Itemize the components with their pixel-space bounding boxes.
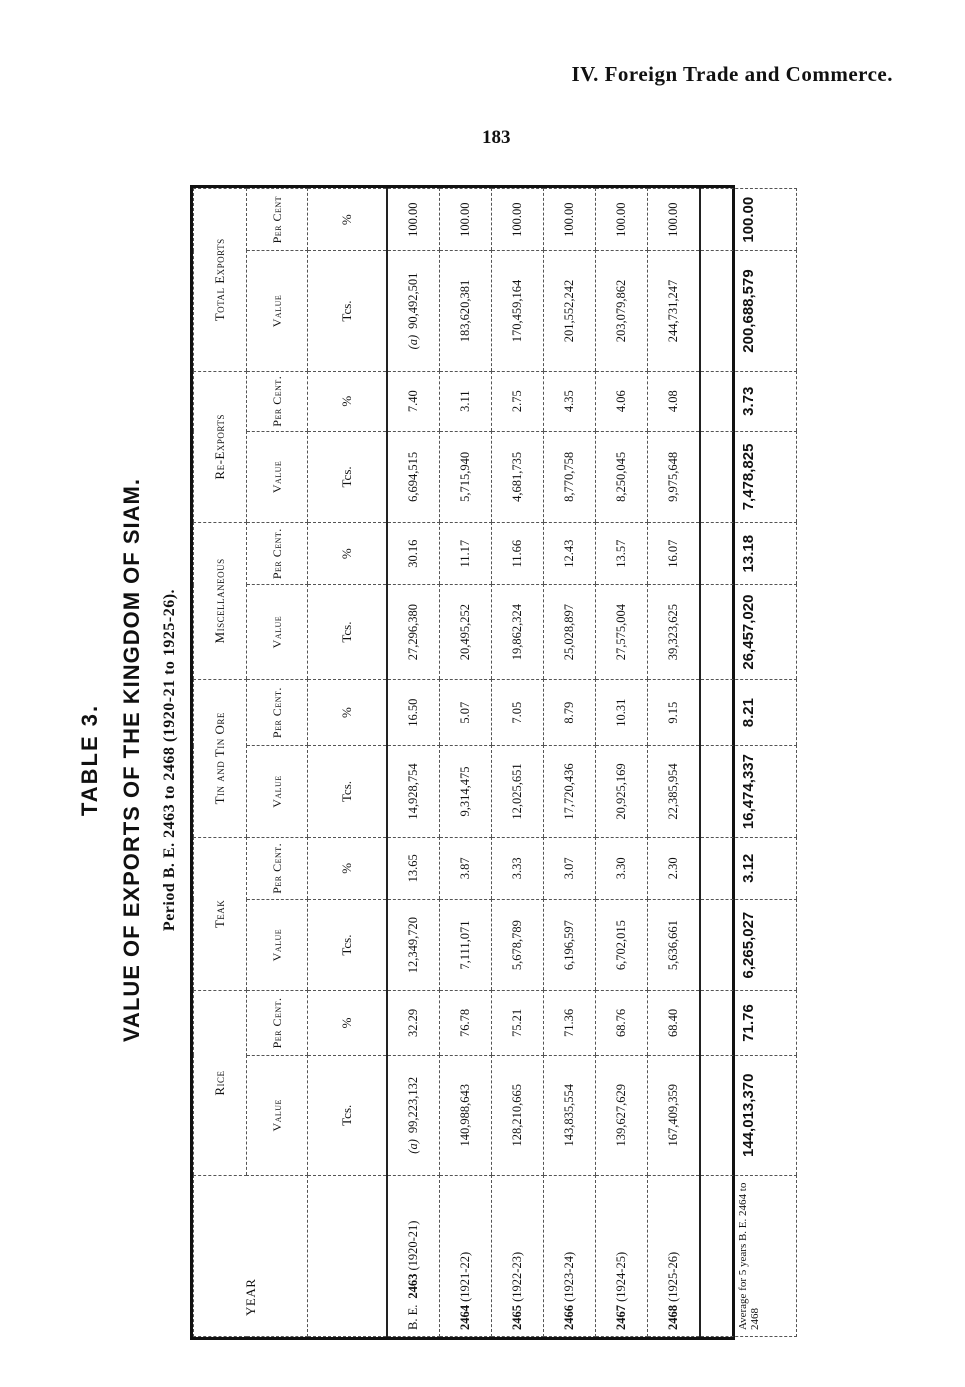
teak-value-text: 5,636,661 <box>666 920 680 971</box>
reexports-value-text: 5,715,940 <box>458 451 472 502</box>
total-pct-text: 100.00 <box>666 202 680 237</box>
misc-value-text: 19,862,324 <box>510 603 524 661</box>
table-row <box>387 189 440 1337</box>
buddhist-era-year: 2468 <box>666 1305 680 1330</box>
avg-misc-pct: 13.18 <box>700 523 797 585</box>
year-header: YEAR <box>194 1175 308 1336</box>
year-cell <box>544 1175 596 1336</box>
teak-value-text: 6,196,597 <box>562 920 576 971</box>
tin-value-text: 22,385,954 <box>666 763 680 820</box>
misc-value-text: 39,323,625 <box>666 603 680 661</box>
tin-value <box>492 746 544 837</box>
misc-value <box>648 585 701 680</box>
teak-pct-text: 13.65 <box>406 854 420 883</box>
reexports-value <box>387 431 440 522</box>
unit-value: Tcs. <box>308 251 388 371</box>
tin-pct-text: 16.50 <box>406 698 420 727</box>
unit-value: Tcs. <box>308 1055 388 1175</box>
teak-pct-text: 3.07 <box>562 857 576 880</box>
misc-value-text: 27,575,004 <box>614 603 628 661</box>
gregorian-year: (1921-22) <box>458 1251 472 1302</box>
total-value-text: 244,731,247 <box>666 279 680 343</box>
tin-value <box>544 746 596 837</box>
buddhist-era-year: 2467 <box>614 1305 628 1330</box>
misc-value-text: 25,028,897 <box>562 603 576 661</box>
rice-value <box>596 1055 648 1175</box>
unit-pct: % <box>308 523 388 585</box>
misc-pct <box>596 523 648 585</box>
value-header: Value <box>247 1055 308 1175</box>
rice-value-text: 128,210,665 <box>510 1084 524 1147</box>
misc-value <box>387 585 440 680</box>
unit-pct: % <box>308 679 388 746</box>
rice-pct <box>387 991 440 1055</box>
tin-value-text: 12,025,651 <box>510 763 524 820</box>
table-label: TABLE 3. <box>77 703 102 817</box>
gregorian-year: (1925-26) <box>666 1251 680 1302</box>
tin-pct-text: 7.05 <box>510 701 524 724</box>
misc-pct <box>492 523 544 585</box>
table-row <box>648 189 701 1337</box>
sub-header-row <box>247 189 308 1337</box>
teak-value-text: 6,702,015 <box>614 920 628 971</box>
unit-value: Tcs. <box>308 585 388 680</box>
per-cent-header: Per Cent. <box>247 523 308 585</box>
rice-pct <box>648 991 701 1055</box>
misc-pct-text: 30.16 <box>406 539 420 568</box>
tin-pct <box>440 679 492 746</box>
unit-value: Tcs. <box>308 431 388 522</box>
reexports-pct <box>544 371 596 431</box>
misc-pct-text: 12.43 <box>562 539 576 568</box>
gregorian-year: (1920-21) <box>406 1220 420 1271</box>
total-pct <box>596 189 648 251</box>
tin-pct <box>544 679 596 746</box>
table-titles <box>75 180 187 1340</box>
avg-reexports-value: 7,478,825 <box>700 431 797 522</box>
reexports-value-text: 8,250,045 <box>614 451 628 502</box>
total-value <box>492 251 544 371</box>
misc-header: Miscellaneous <box>194 523 247 680</box>
reexports-value <box>492 431 544 522</box>
rice-pct-text: 75.21 <box>510 1008 524 1037</box>
year-cell <box>492 1175 544 1336</box>
rice-pct-text: 71.36 <box>562 1008 576 1037</box>
rice-pct <box>492 991 544 1055</box>
teak-pct <box>387 837 440 899</box>
misc-value-text: 27,296,380 <box>406 603 420 661</box>
avg-teak-value: 6,265,027 <box>700 899 797 990</box>
rice-pct-text: 68.76 <box>614 1008 628 1037</box>
tin-value-text: 9,314,475 <box>458 766 472 817</box>
total-pct-text: 100.00 <box>614 202 628 237</box>
teak-value-text: 12,349,720 <box>406 916 420 974</box>
tin-value-text: 17,720,436 <box>562 763 576 820</box>
rice-value <box>492 1055 544 1175</box>
rice-value <box>648 1055 701 1175</box>
buddhist-era-year: 2466 <box>562 1305 576 1330</box>
tin-value <box>440 746 492 837</box>
reexports-pct-text: 4.06 <box>614 390 628 413</box>
total-exports-header: Total Exports <box>194 189 247 372</box>
unit-value: Tcs. <box>308 899 388 990</box>
total-pct <box>648 189 701 251</box>
rice-pct-text: 68.40 <box>666 1008 680 1037</box>
misc-value <box>544 585 596 680</box>
value-header: Value <box>247 899 308 990</box>
tin-value <box>387 746 440 837</box>
tin-pct <box>596 679 648 746</box>
reexports-value <box>596 431 648 522</box>
reexports-pct <box>648 371 701 431</box>
unit-pct: % <box>308 189 388 251</box>
rice-pct <box>440 991 492 1055</box>
gregorian-year: (1922-23) <box>510 1251 524 1302</box>
reexports-pct-text: 3.11 <box>458 390 472 412</box>
misc-value <box>596 585 648 680</box>
year-cell <box>648 1175 701 1336</box>
group-header-row <box>194 189 247 1337</box>
teak-value <box>440 899 492 990</box>
rotated-table-block <box>75 180 905 1340</box>
total-value <box>440 251 492 371</box>
tin-value-text: 20,925,169 <box>614 763 628 820</box>
teak-pct <box>492 837 544 899</box>
teak-header: Teak <box>194 837 247 991</box>
table-row <box>596 189 648 1337</box>
reexports-value <box>440 431 492 522</box>
avg-total-pct: 100.00 <box>700 189 797 251</box>
tin-pct <box>648 679 701 746</box>
total-value-text: 170,459,164 <box>510 279 524 343</box>
teak-value-text: 5,678,789 <box>510 920 524 971</box>
rice-value-text: 140,988,643 <box>458 1084 472 1147</box>
total-value-text: 90,492,501 <box>406 272 420 329</box>
misc-pct-text: 16.07 <box>666 539 680 568</box>
teak-value <box>648 899 701 990</box>
total-value <box>648 251 701 371</box>
value-header: Value <box>247 251 308 371</box>
teak-pct-text: 3.87 <box>458 857 472 880</box>
teak-value-text: 7,111,071 <box>458 920 472 970</box>
total-pct <box>387 189 440 251</box>
tin-pct-text: 9.15 <box>666 701 680 724</box>
table-row <box>440 189 492 1337</box>
misc-value <box>440 585 492 680</box>
rice-value-text: 139,627,629 <box>614 1084 628 1147</box>
table-title: VALUE OF EXPORTS OF THE KINGDOM OF SIAM. <box>119 478 144 1042</box>
teak-pct-text: 3.33 <box>510 857 524 880</box>
misc-pct-text: 13.57 <box>614 539 628 568</box>
misc-pct <box>440 523 492 585</box>
avg-tin-pct: 8.21 <box>700 679 797 746</box>
teak-pct-text: 2.30 <box>666 857 680 880</box>
buddhist-era-year: 2465 <box>510 1305 524 1330</box>
rice-pct-text: 32.29 <box>406 1008 420 1037</box>
total-pct-text: 100.00 <box>458 202 472 237</box>
reexports-value-text: 4,681,735 <box>510 451 524 502</box>
reexports-pct <box>596 371 648 431</box>
footnote-marker: (a) <box>406 334 420 350</box>
per-cent-header: Per Cent <box>247 189 308 251</box>
reexports-pct-text: 2.75 <box>510 390 524 413</box>
tin-value <box>648 746 701 837</box>
year-cell <box>440 1175 492 1336</box>
misc-pct <box>648 523 701 585</box>
total-value-text: 201,552,242 <box>562 279 576 343</box>
teak-value <box>596 899 648 990</box>
teak-pct <box>648 837 701 899</box>
tin-header: Tin and Tin Ore <box>194 679 247 837</box>
per-cent-header: Per Cent. <box>247 679 308 746</box>
avg-misc-value: 26,457,020 <box>700 585 797 680</box>
unit-row <box>308 189 388 1337</box>
unit-value: Tcs. <box>308 746 388 837</box>
unit-pct: % <box>308 837 388 899</box>
rice-value <box>544 1055 596 1175</box>
rice-pct-text: 76.78 <box>458 1008 472 1037</box>
table-period: Period B. E. 2463 to 2468 (1920-21 to 1925-26). <box>161 588 178 932</box>
value-header: Value <box>247 431 308 522</box>
table-row <box>492 189 544 1337</box>
total-pct-text: 100.00 <box>406 202 420 237</box>
per-cent-header: Per Cent. <box>247 837 308 899</box>
rice-value <box>440 1055 492 1175</box>
total-pct <box>492 189 544 251</box>
footnote-marker: (a) <box>406 1139 420 1154</box>
reexports-pct-text: 4.08 <box>666 390 680 413</box>
teak-pct <box>596 837 648 899</box>
page-number: 183 <box>482 127 511 148</box>
total-value <box>544 251 596 371</box>
gregorian-year: (1923-24) <box>562 1251 576 1302</box>
exports-table <box>193 188 797 1337</box>
tin-value-text: 14,928,754 <box>406 763 420 820</box>
rice-header: Rice <box>194 991 247 1176</box>
reexports-value <box>544 431 596 522</box>
average-row <box>700 189 797 1337</box>
buddhist-era-year: 2463 <box>406 1273 420 1299</box>
rice-value-text: 99,223,132 <box>406 1076 420 1134</box>
reexports-value-text: 9,975,648 <box>666 451 680 502</box>
avg-rice-value: 144,013,370 <box>700 1055 797 1175</box>
year-cell <box>387 1175 440 1336</box>
reexports-pct <box>387 371 440 431</box>
tin-pct-text: 10.31 <box>614 698 628 727</box>
teak-pct <box>544 837 596 899</box>
misc-pct <box>544 523 596 585</box>
unit-pct: % <box>308 371 388 431</box>
unit-year-cell <box>308 1175 388 1336</box>
teak-pct <box>440 837 492 899</box>
total-pct-text: 100.00 <box>562 202 576 237</box>
misc-value-text: 20,495,252 <box>458 603 472 661</box>
teak-value <box>387 899 440 990</box>
rice-value-text: 143,835,554 <box>562 1084 576 1147</box>
era-prefix: B. E. <box>406 1304 420 1330</box>
reexports-pct-text: 4.35 <box>562 390 576 413</box>
tin-pct <box>387 679 440 746</box>
reexports-value-text: 6,694,515 <box>406 451 420 502</box>
unit-pct: % <box>308 991 388 1055</box>
tin-pct-text: 8.79 <box>562 701 576 724</box>
total-pct <box>544 189 596 251</box>
reexports-value <box>648 431 701 522</box>
total-value <box>387 251 440 371</box>
gregorian-year: (1924-25) <box>614 1251 628 1302</box>
per-cent-header: Per Cent. <box>247 371 308 431</box>
reexports-pct <box>492 371 544 431</box>
exports-table-frame <box>190 185 761 1340</box>
value-header: Value <box>247 746 308 837</box>
tin-pct-text: 5.07 <box>458 701 472 724</box>
teak-pct-text: 3.30 <box>614 857 628 880</box>
reexports-pct-text: 7.40 <box>406 390 420 413</box>
year-cell <box>596 1175 648 1336</box>
running-head: IV. Foreign Trade and Commerce. <box>571 62 893 86</box>
reexports-header: Re-Exports <box>194 371 247 522</box>
rice-pct <box>596 991 648 1055</box>
buddhist-era-year: 2464 <box>458 1305 472 1330</box>
reexports-pct <box>440 371 492 431</box>
tin-value <box>596 746 648 837</box>
average-label: Average for 5 years B. E. 2464 to 2468 <box>700 1175 797 1336</box>
rice-value <box>387 1055 440 1175</box>
tin-pct <box>492 679 544 746</box>
avg-tin-value: 16,474,337 <box>700 746 797 837</box>
avg-total-value: 200,688,579 <box>700 251 797 371</box>
value-header: Value <box>247 585 308 680</box>
misc-pct <box>387 523 440 585</box>
misc-value <box>492 585 544 680</box>
teak-value <box>544 899 596 990</box>
total-value-text: 203,079,862 <box>614 279 628 343</box>
rice-pct <box>544 991 596 1055</box>
misc-pct-text: 11.66 <box>510 539 524 568</box>
total-value-text: 183,620,381 <box>458 279 472 343</box>
avg-reexports-pct: 3.73 <box>700 371 797 431</box>
reexports-value-text: 8,770,758 <box>562 451 576 502</box>
misc-pct-text: 11.17 <box>458 539 472 568</box>
teak-value <box>492 899 544 990</box>
avg-rice-pct: 71.76 <box>700 991 797 1055</box>
per-cent-header: Per Cent. <box>247 991 308 1055</box>
total-pct <box>440 189 492 251</box>
avg-teak-pct: 3.12 <box>700 837 797 899</box>
rice-value-text: 167,409,359 <box>666 1084 680 1147</box>
total-value <box>596 251 648 371</box>
table-row <box>544 189 596 1337</box>
total-pct-text: 100.00 <box>510 202 524 237</box>
